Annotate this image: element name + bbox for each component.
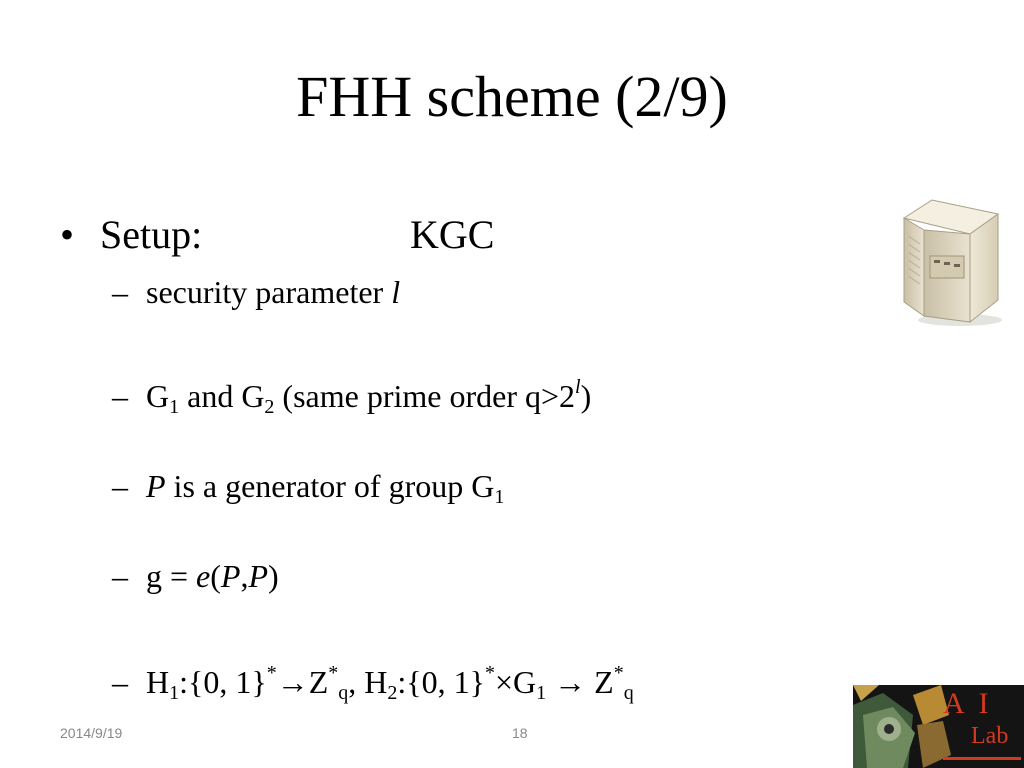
- footer-date: 2014/9/19: [60, 725, 123, 741]
- security-var: l: [391, 274, 401, 310]
- generator-p: P: [146, 468, 166, 504]
- kgc-label: KGC: [410, 212, 495, 257]
- groups-close: ): [580, 378, 592, 414]
- subscript: 2: [264, 396, 275, 418]
- superscript: *: [484, 662, 495, 684]
- hash-h2: , H: [348, 664, 388, 700]
- subscript: 1: [494, 486, 505, 508]
- dash-marker: –: [112, 378, 128, 414]
- subscript: 1: [169, 396, 180, 418]
- sub-item-pairing: [112, 554, 279, 598]
- sub-item-hashes: [112, 660, 634, 704]
- slide-title: FHH scheme (2/9): [296, 64, 728, 129]
- groups-and: and G: [179, 378, 265, 414]
- security-text: security parameter: [146, 274, 392, 310]
- sub-item-generator: [112, 464, 504, 508]
- subscript: 1: [536, 682, 547, 704]
- dash-marker: –: [112, 468, 128, 504]
- pairing-p: P: [248, 558, 268, 594]
- superscript: *: [613, 662, 624, 684]
- hash-domain: :{0, 1}: [397, 664, 485, 700]
- pairing-p: P: [220, 558, 241, 594]
- groups-order: (same prime order q>2: [274, 378, 576, 414]
- setup-label: Setup:: [100, 212, 203, 257]
- hash-domain: :{0, 1}: [179, 664, 267, 700]
- setup-bullet: [60, 207, 495, 263]
- generator-text: is a generator of group G: [165, 468, 495, 504]
- subscript: 1: [169, 682, 180, 704]
- page-number: 18: [512, 725, 528, 741]
- dash-marker: –: [112, 274, 128, 310]
- pairing-comma: ,: [240, 558, 249, 594]
- superscript: *: [328, 662, 339, 684]
- pairing-g: g =: [146, 558, 197, 594]
- hash-times: ×G: [494, 664, 537, 700]
- sub-item-groups: [112, 374, 591, 418]
- logo-lab-text: Lab: [971, 723, 1009, 749]
- hash-range: →Z: [276, 664, 329, 700]
- ai-lab-logo: [853, 685, 1024, 768]
- bullet-marker: •: [60, 212, 75, 257]
- subscript: q: [338, 682, 349, 704]
- logo-ai-text: A I: [943, 687, 993, 720]
- group-g1: G: [146, 378, 170, 414]
- pairing-open: (: [210, 558, 221, 594]
- superscript: l: [575, 376, 581, 398]
- subscript: 2: [387, 682, 398, 704]
- dash-marker: –: [112, 664, 128, 700]
- dash-marker: –: [112, 558, 128, 594]
- superscript: *: [266, 662, 277, 684]
- hash-h1: H: [146, 664, 170, 700]
- subscript: q: [623, 682, 634, 704]
- pairing-close: ): [268, 558, 279, 594]
- sub-item-security: [112, 270, 400, 314]
- hash-range: → Z: [546, 664, 614, 700]
- pairing-e: e: [196, 558, 211, 594]
- server-icon: [898, 196, 1002, 328]
